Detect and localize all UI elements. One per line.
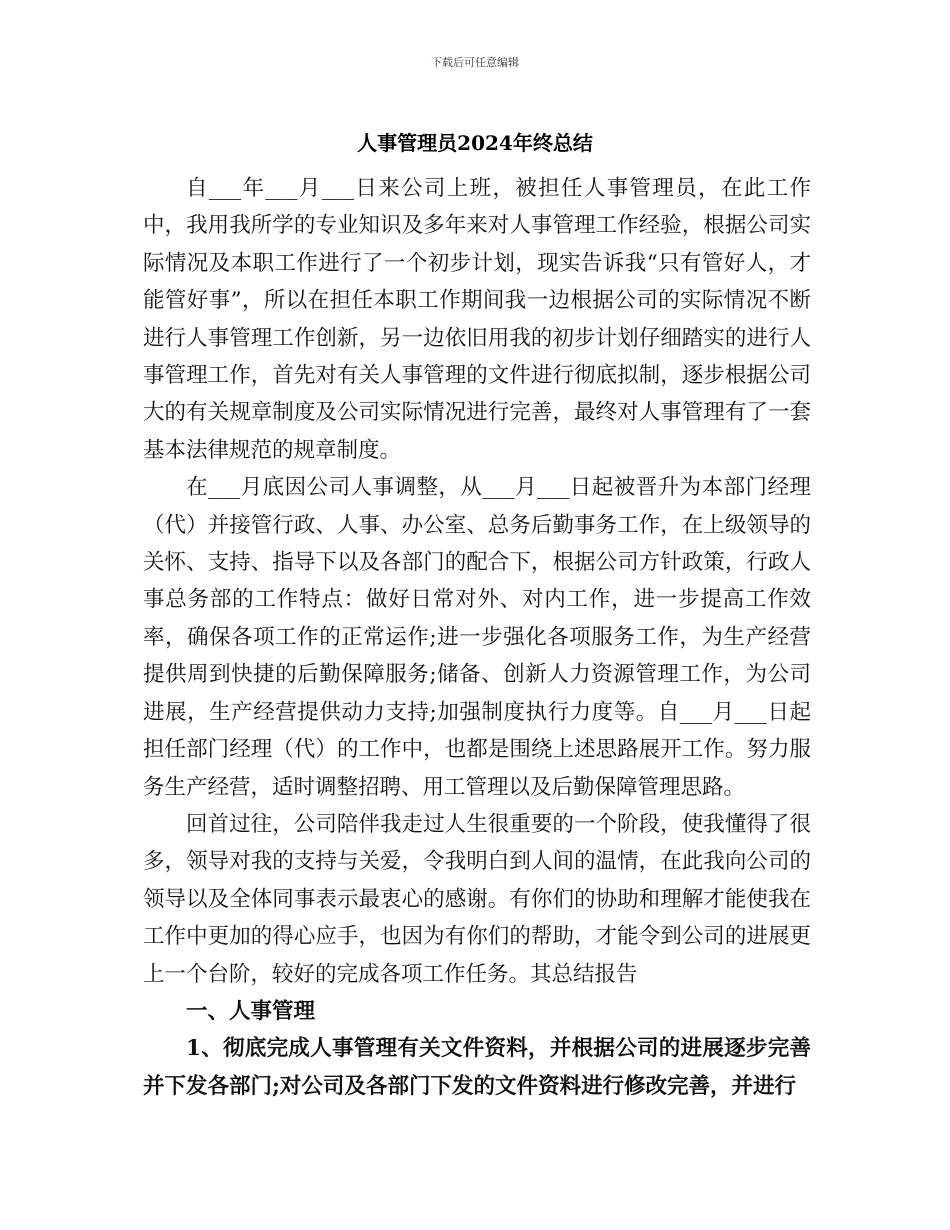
document-title: 人事管理员2024年终总结 [357,131,593,155]
header-note: 下载后可任意编辑 [431,56,519,69]
list-item-1: 1、彻底完成人事管理有关文件资料，并根据公司的进展逐步完善并下发各部门;对公司及各部门下发的文件资料进行修改完善，并进行 [143,1036,811,1099]
paragraph-2: 在___月底因公司人事调整，从___月___日起被晋升为本部门经理（代）并接管行政、人事、办公室、总务后勤事务工作，在上级领导的关怀、支持、指导下以及各部门的配合下，根据公司方针政策，行政人事总务部的工作特点：做好日常对外、对内工作，进一步提高工作效率，确保各项工作的正常运作;进一步强化各项服务工作，为生产经营提供周到快捷的后勤保障服务;储备、创新人力资源管理工作，为公司进展，生产经营提供动力支持;加强制度执行力度等。自___月___日起担任部门经理（代）的工作中，也都是围绕上述思路展开工作。努力服务生产经营，适时调整招聘、用工管理以及后勤保障管理思路。 [143,475,811,800]
document-body [143,170,811,1105]
paragraph-1: 自___年___月___日来公司上班，被担任人事管理员，在此工作中，我用我所学的专业知识及多年来对人事管理工作经验，根据公司实际情况及本职工作进行了一个初步计划，现实告诉我“只有管好人，才能管好事”，所以在担任本职工作期间我一边根据公司的实际情况不断进行人事管理工作创新，另一边依旧用我的初步计划仔细踏实的进行人事管理工作，首先对有关人事管理的文件进行彻底拟制，逐步根据公司大的有关规章制度及公司实际情况进行完善，最终对人事管理有了一套基本法律规范的规章制度。 [143,176,811,463]
section-heading: 一、人事管理 [186,998,316,1024]
paragraph-3: 回首过往，公司陪伴我走过人生很重要的一个阶段，使我懂得了很多，领导对我的支持与关爱，令我明白到人间的温情，在此我向公司的领导以及全体同事表示最衷心的感谢。有你们的协助和理解才能使我在工作中更加的得心应手，也因为有你们的帮助，才能令到公司的进展更上一个台阶，较好的完成各项工作任务。其总结报告 [143,811,811,987]
